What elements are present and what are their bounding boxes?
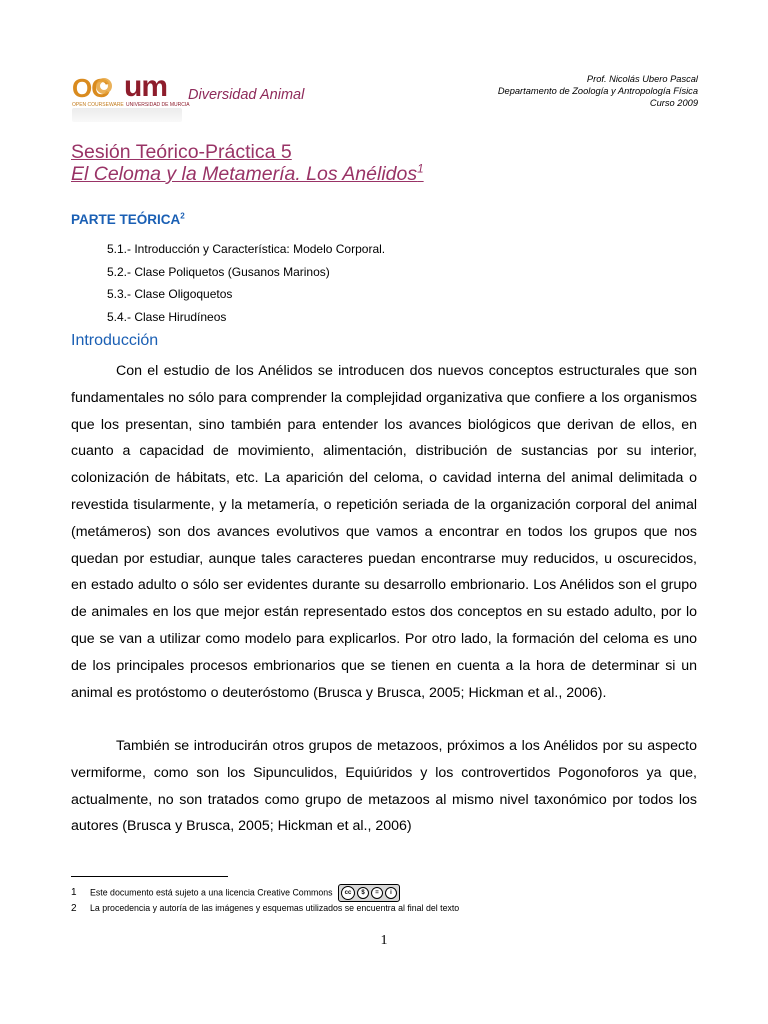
footnote-ref-1: 1	[417, 162, 424, 176]
intro-paragraph-2: También se introducirán otros grupos de metazoos, próximos a los Anélidos por su aspecto vermiforme, como son los Sipunculidos, Equiúridos y los controvertidos Pogonoforos ya que, actualmente, no son tratados como grupo de metazoos al mismo nivel taxonómico por todos los autores (Brusca y Brusca, 2005; Hickman et al., 2006)	[71, 738, 697, 835]
footnote-number: 2	[71, 903, 77, 914]
footnote-separator	[71, 876, 228, 877]
session-subtitle-text: El Celoma y la Metamería. Los Anélidos	[71, 163, 418, 185]
logo-subtitle-left: OPEN COURSEWARE	[72, 102, 124, 108]
ocw-um-logo	[72, 70, 190, 124]
toc-item: 5.1.- Introducción y Característica: Modelo Corporal.	[107, 242, 386, 256]
logo-ring-icon	[96, 78, 112, 94]
creative-commons-icon[interactable]	[338, 884, 400, 902]
toc-item: 5.3.- Clase Oligoquetos	[107, 287, 233, 301]
author-info	[498, 73, 698, 109]
cc-nc-icon: $	[357, 887, 369, 899]
intro-paragraph-1: Con el estudio de los Anélidos se introducen dos nuevos conceptos estructurales que son fundamentales no sólo para comprender la complejidad organizativa que confiere a los organismos que los presentan, sino también para entender los avances biológicos que derivan de ellos, en cuanto a capacidad de movimiento, alimentación, distribución de sustancias por su interior, colonización de hábitats, etc. La aparición del celoma, o cavidad interna del animal delimitada o revestida tisularmente, y la metamería, o repetición seriada de la organización corporal del animal (metámeros) son dos avances evolutivos que vamos a encontrar en todos los grupos que nos quedan por estudiar, aunque tales caracteres puedan encontrarse muy reducidos, u oscurecidos, en estado adulto o sólo ser evidentes durante su desarrollo embrionario. Los Anélidos son el grupo de animales en los que mejor están representado estos dos conceptos en su estado adulto, por lo que se van a utilizar como modelo para explicarlos. Por otro lado, la formación del celoma es uno de los principales procesos embrionarios que se tienen en cuenta a la hora de determinar si un animal es protóstomo o deuteróstomo (Brusca y Brusca, 2005; Hickman et al., 2006).	[71, 363, 697, 701]
introduccion-heading: Introducción	[71, 332, 159, 349]
table-of-contents	[107, 238, 385, 328]
site-name: Diversidad Animal	[188, 87, 305, 103]
section-heading-parte-teorica	[71, 212, 185, 227]
session-subtitle	[71, 163, 424, 186]
toc-item: 5.2.- Clase Poliquetos (Gusanos Marinos)	[107, 264, 330, 279]
footnote-text: Este documento está sujeto a una licencia Creative Commons	[90, 887, 333, 898]
author-name: Prof. Nicolás Ubero Pascal	[586, 74, 698, 84]
parte-label: PARTE TEÓRICA	[71, 212, 181, 227]
logo-subtitle-right: UNIVERSIDAD DE MURCIA	[126, 102, 190, 108]
page-number: 1	[380, 933, 388, 948]
footnote-number: 1	[71, 887, 77, 899]
session-title: Sesión Teórico-Práctica 5	[71, 141, 292, 163]
cc-symbol-icon: cc	[341, 886, 355, 900]
logo-reflection	[72, 108, 182, 122]
cc-by-icon: i	[385, 887, 397, 899]
footnote-text: La procedencia y autoría de las imágenes y esquemas utilizados se encuentra al final del texto	[90, 903, 460, 913]
logo-um-text: um	[124, 70, 167, 103]
toc-item: 5.4.- Clase Hirudíneos	[107, 309, 227, 324]
course-year: Curso 2009	[649, 98, 698, 108]
footnote-2	[71, 903, 459, 914]
footnote-ref-2: 2	[180, 211, 185, 221]
logo-oc-text: OC	[72, 73, 109, 103]
department: Departamento de Zoología y Antropología Física	[497, 86, 698, 96]
cc-nd-icon: =	[371, 887, 383, 899]
footnote-1	[71, 884, 400, 902]
